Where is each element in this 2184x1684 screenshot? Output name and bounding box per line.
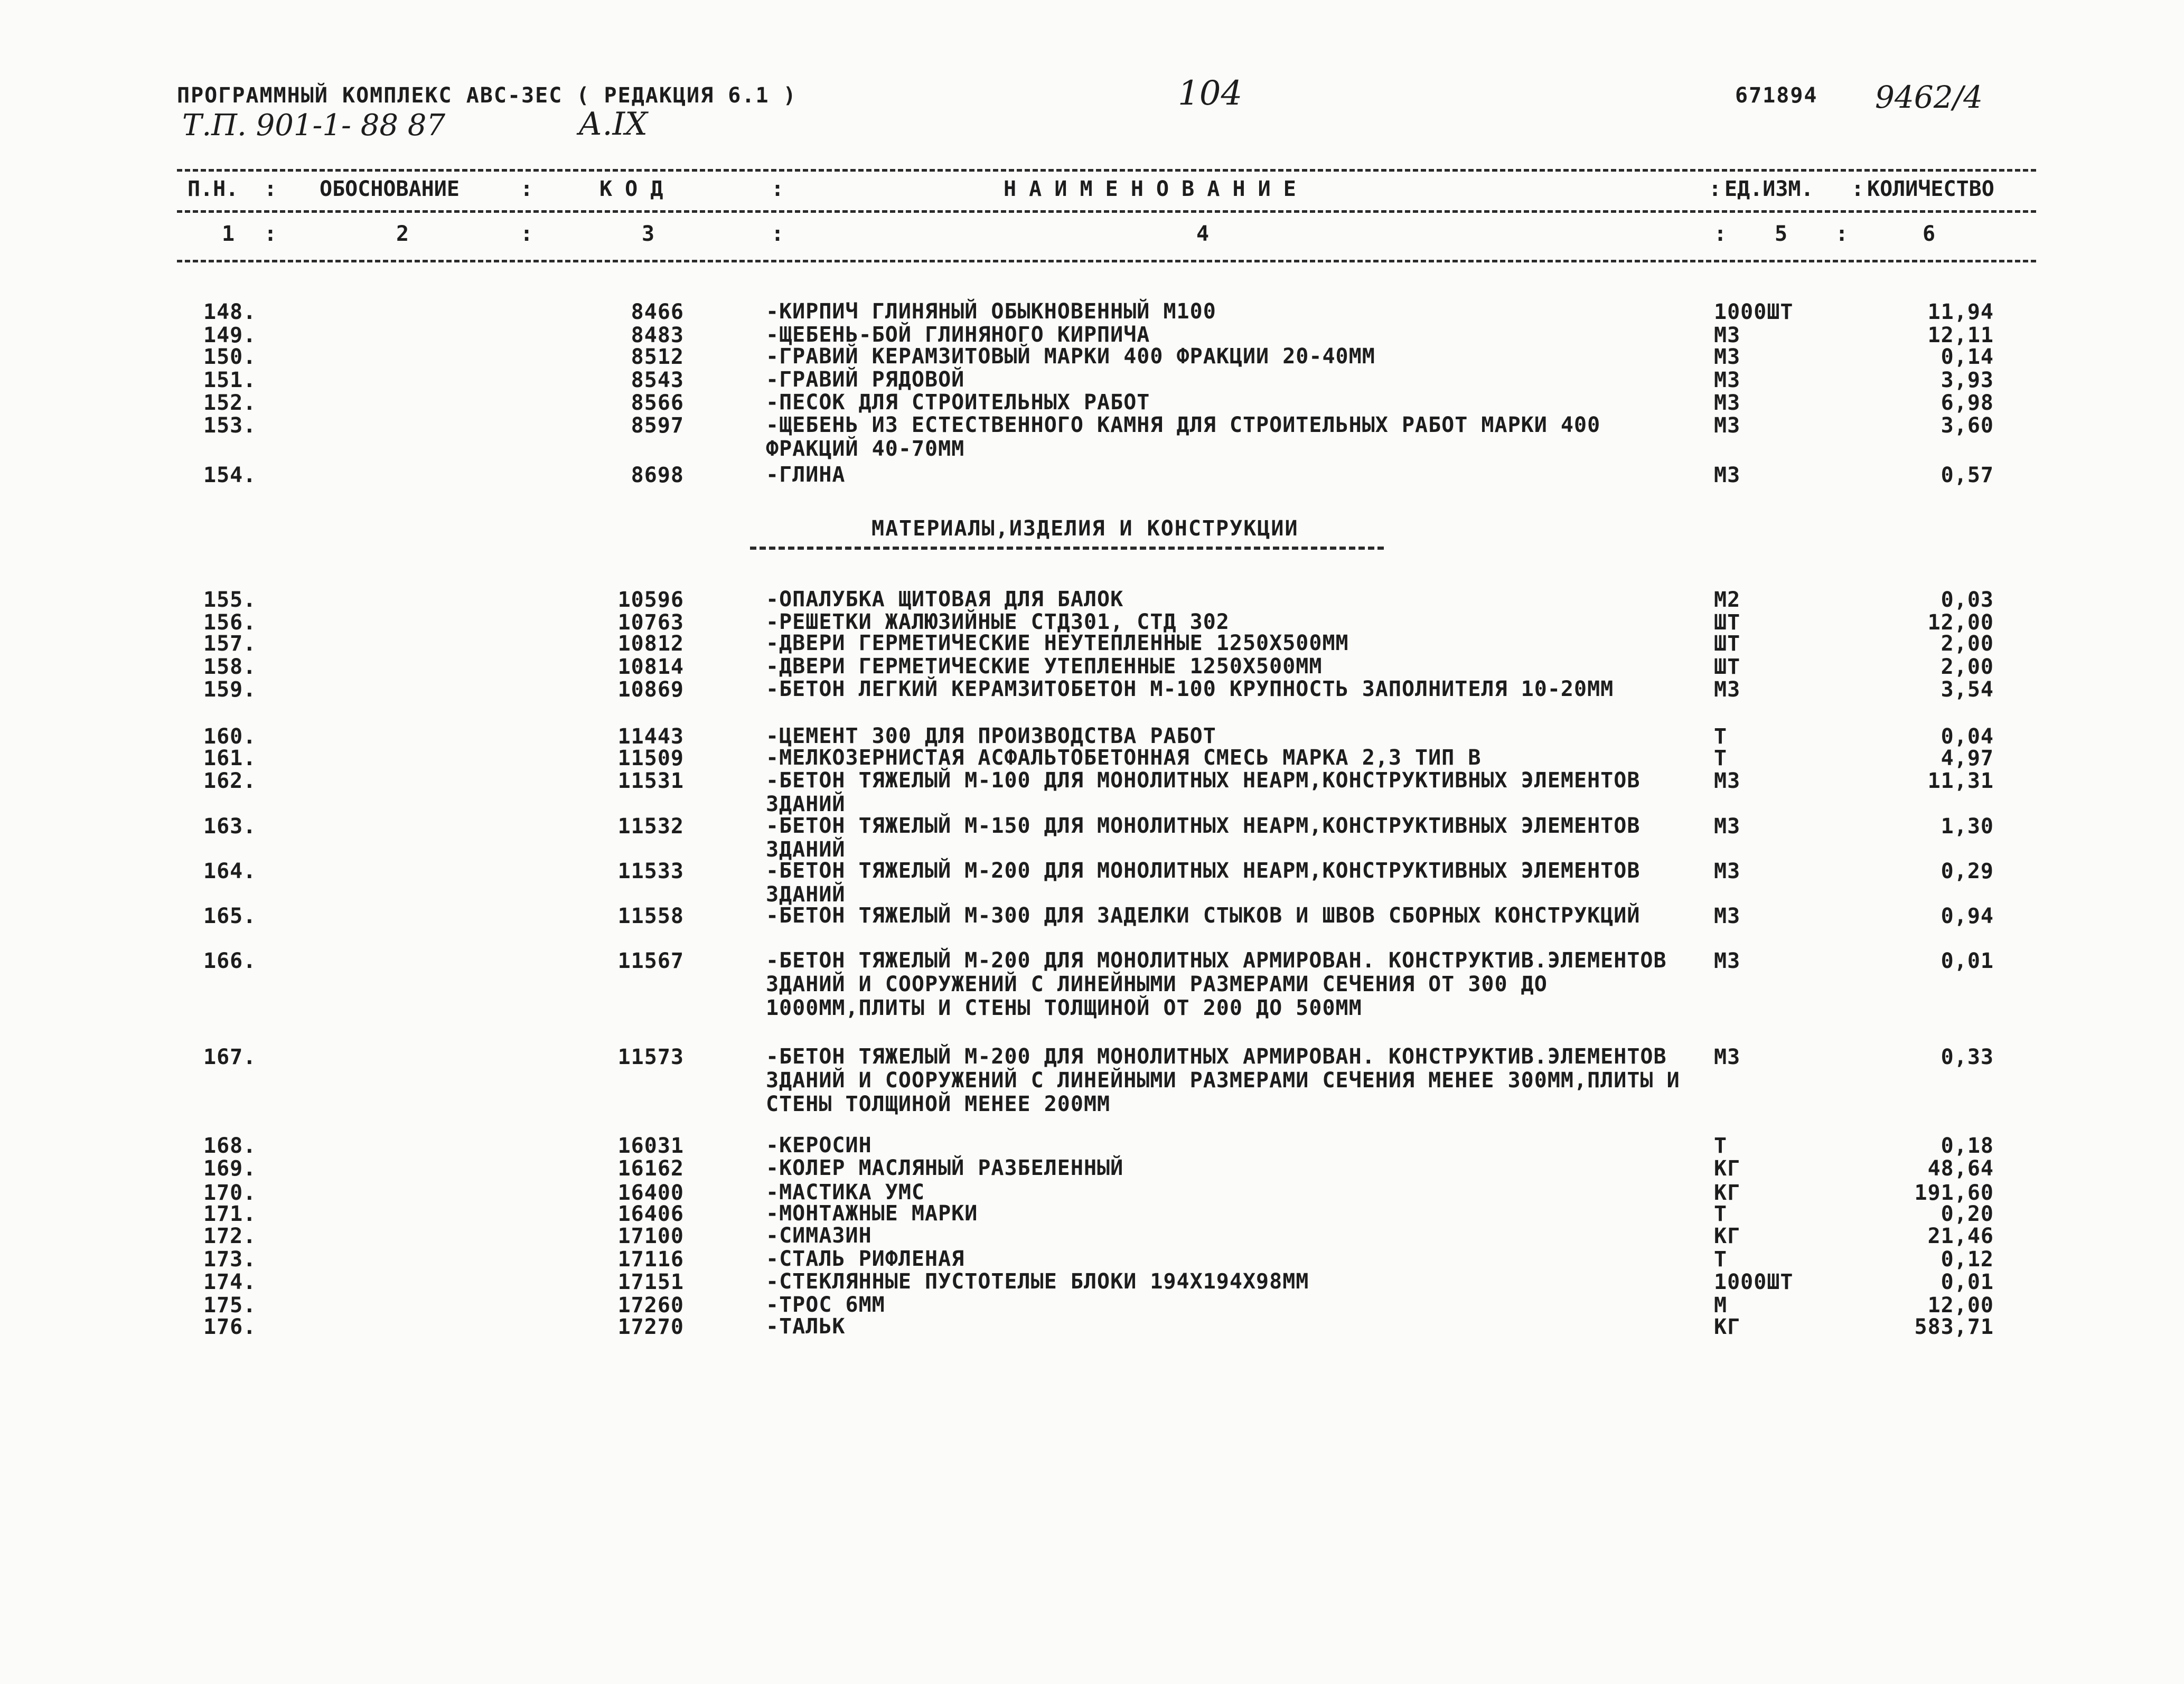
row-quantity: 11,31	[1927, 769, 1994, 793]
row-number: 149.	[203, 323, 257, 347]
row-number: 163.	[203, 814, 257, 839]
row-code: 10763	[617, 610, 684, 635]
row-name: -ЦЕМЕНТ 300 ДЛЯ ПРОИЗВОДСТВА РАБОТ	[766, 724, 1216, 748]
colnum-separator: :	[1835, 222, 1849, 246]
row-code: 8483	[631, 323, 684, 347]
row-unit: ШТ	[1714, 655, 1741, 679]
row-number: 156.	[203, 610, 257, 635]
row-number: 159.	[203, 678, 257, 702]
row-quantity: 0,01	[1941, 949, 1994, 973]
colhead-separator: :	[771, 177, 784, 201]
row-quantity: 2,00	[1941, 655, 1994, 679]
colhead-qty: КОЛИЧЕСТВО	[1867, 177, 1994, 201]
row-name: -СИМАЗИН	[766, 1224, 872, 1248]
row-code: 11531	[617, 769, 684, 793]
section-title: МАТЕРИАЛЫ,ИЗДЕЛИЯ И КОНСТРУКЦИИ	[871, 516, 1299, 541]
row-code: 8543	[631, 368, 684, 392]
row-unit: КГ	[1714, 1181, 1741, 1205]
row-code: 16031	[617, 1134, 684, 1158]
row-name: -СТЕКЛЯННЫЕ ПУСТОТЕЛЫЕ БЛОКИ 194Х194Х98ММ	[766, 1269, 1309, 1294]
row-quantity: 12,00	[1927, 610, 1994, 635]
row-number: 176.	[203, 1315, 257, 1339]
row-quantity: 48,64	[1927, 1156, 1994, 1181]
row-unit: М3	[1714, 1045, 1741, 1069]
row-unit: М3	[1714, 769, 1741, 793]
row-number: 167.	[203, 1045, 257, 1069]
row-number: 152.	[203, 391, 257, 415]
row-quantity: 0,03	[1941, 588, 1994, 612]
row-code: 10812	[617, 632, 684, 656]
row-unit: М3	[1714, 949, 1741, 973]
row-code: 17151	[617, 1270, 684, 1294]
row-number: 162.	[203, 769, 257, 793]
row-code: 10596	[617, 588, 684, 612]
row-name: -ТАЛЬК	[766, 1314, 846, 1339]
row-number: 153.	[203, 413, 257, 438]
row-number: 169.	[203, 1156, 257, 1181]
row-quantity: 0,04	[1941, 725, 1994, 749]
row-name: -ПЕСОК ДЛЯ СТРОИТЕЛЬНЫХ РАБОТ	[766, 390, 1150, 415]
row-name: -ГРАВИЙ КЕРАМЗИТОВЫЙ МАРКИ 400 ФРАКЦИИ 20-40ММ	[766, 344, 1375, 369]
row-unit: М3	[1714, 391, 1741, 415]
row-unit: М3	[1714, 859, 1741, 883]
row-number: 158.	[203, 655, 257, 679]
row-code: 8466	[631, 300, 684, 324]
row-name: -БЕТОН ТЯЖЕЛЫЙ М-200 ДЛЯ МОНОЛИТНЫХ АРМИРОВАН. КОНСТРУКТИВ.ЭЛЕМЕНТОВ ЗДАНИЙ И СООРУЖЕНИЙ С ЛИНЕЙНЫМИ РАЗМЕРАМИ СЕЧЕНИЯ ОТ 300 ДО 1000ММ,ПЛИТЫ И СТЕНЫ ТОЛЩИНОЙ ОТ 200 ДО 500ММ	[766, 948, 1667, 1020]
row-unit: Т	[1714, 1134, 1728, 1158]
row-code: 11443	[617, 725, 684, 749]
row-name: -КОЛЕР МАСЛЯНЫЙ РАЗБЕЛЕННЫЙ	[766, 1156, 1124, 1180]
row-quantity: 3,54	[1941, 678, 1994, 702]
row-number: 164.	[203, 859, 257, 883]
row-name: -МОНТАЖНЫЕ МАРКИ	[766, 1201, 978, 1226]
page-number: 104	[1178, 74, 1243, 113]
row-unit: Т	[1714, 1202, 1728, 1226]
row-quantity: 191,60	[1914, 1181, 1994, 1205]
row-number: 150.	[203, 345, 257, 369]
row-number: 165.	[203, 904, 257, 928]
row-quantity: 12,11	[1927, 323, 1994, 347]
row-code: 11533	[617, 859, 684, 883]
row-code: 10814	[617, 655, 684, 679]
colnum-separator: :	[520, 222, 533, 246]
row-quantity: 3,60	[1941, 413, 1994, 438]
row-code: 11509	[617, 746, 684, 770]
table-header-rule	[177, 210, 2036, 213]
colhead-basis: ОБОСНОВАНИЕ	[320, 177, 460, 201]
row-quantity: 0,18	[1941, 1134, 1994, 1158]
row-quantity: 6,98	[1941, 391, 1994, 415]
colhead-pn: П.Н.	[188, 177, 239, 201]
row-code: 17270	[617, 1315, 684, 1339]
row-quantity: 0,14	[1941, 345, 1994, 369]
row-name: -РЕШЕТКИ ЖАЛЮЗИЙНЫЕ СТД301, СТД 302	[766, 610, 1230, 634]
colnum-1: 1	[222, 222, 235, 246]
row-number: 170.	[203, 1181, 257, 1205]
row-quantity: 1,30	[1941, 814, 1994, 839]
row-code: 16162	[617, 1156, 684, 1181]
row-number: 151.	[203, 368, 257, 392]
row-unit: Т	[1714, 1247, 1728, 1272]
row-number: 171.	[203, 1202, 257, 1226]
row-number: 154.	[203, 463, 257, 487]
row-code: 8512	[631, 345, 684, 369]
row-unit: М3	[1714, 345, 1741, 369]
table-top-rule	[177, 169, 2036, 172]
row-code: 11567	[617, 949, 684, 973]
row-unit: ШТ	[1714, 610, 1741, 635]
row-code: 17116	[617, 1247, 684, 1272]
row-code: 11532	[617, 814, 684, 839]
row-quantity: 3,93	[1941, 368, 1994, 392]
row-name: -БЕТОН ТЯЖЕЛЫЙ М-200 ДЛЯ МОНОЛИТНЫХ НЕАРМ,КОНСТРУКТИВНЫХ ЭЛЕМЕНТОВ ЗДАНИЙ	[766, 859, 1641, 907]
row-name: -БЕТОН ТЯЖЕЛЫЙ М-300 ДЛЯ ЗАДЕЛКИ СТЫКОВ И ШВОВ СБОРНЫХ КОНСТРУКЦИЙ	[766, 904, 1641, 928]
row-code: 8698	[631, 463, 684, 487]
row-code: 17100	[617, 1224, 684, 1248]
row-name: -БЕТОН ТЯЖЕЛЫЙ М-200 ДЛЯ МОНОЛИТНЫХ АРМИРОВАН. КОНСТРУКТИВ.ЭЛЕМЕНТОВ ЗДАНИЙ И СООРУЖЕНИЙ С ЛИНЕЙНЫМИ РАЗМЕРАМИ СЕЧЕНИЯ МЕНЕЕ 300ММ,ПЛИТЫ И СТЕНЫ ТОЛЩИНОЙ МЕНЕЕ 200ММ	[766, 1045, 1680, 1116]
row-quantity: 0,01	[1941, 1270, 1994, 1294]
section-underline	[750, 547, 1384, 550]
colnum-4: 4	[1196, 222, 1210, 246]
row-unit: М3	[1714, 413, 1741, 438]
program-title: ПРОГРАММНЫЙ КОМПЛЕКС АВС-3ЕС ( РЕДАКЦИЯ 6.1 )	[177, 83, 797, 108]
row-code: 11558	[617, 904, 684, 928]
row-quantity: 0,94	[1941, 904, 1994, 928]
row-quantity: 21,46	[1927, 1224, 1994, 1248]
row-code: 11573	[617, 1045, 684, 1069]
row-unit: М3	[1714, 463, 1741, 487]
colnum-separator: :	[1714, 222, 1727, 246]
row-unit: М3	[1714, 368, 1741, 392]
document-number: 671894	[1735, 83, 1818, 108]
row-unit: М2	[1714, 588, 1741, 612]
colhead-separator: :	[1709, 177, 1722, 201]
row-unit: М3	[1714, 323, 1741, 347]
colhead-separator: :	[520, 177, 533, 201]
colhead-name: Н А И М Е Н О В А Н И Е	[1004, 177, 1296, 201]
row-number: 161.	[203, 746, 257, 770]
colhead-unit: ЕД.ИЗМ.	[1724, 177, 1814, 201]
row-unit: М	[1714, 1293, 1728, 1318]
row-name: -СТАЛЬ РИФЛЕНАЯ	[766, 1247, 965, 1271]
row-name: -КИРПИЧ ГЛИНЯНЫЙ ОБЫКНОВЕННЫЙ М100	[766, 299, 1216, 324]
row-number: 157.	[203, 632, 257, 656]
colnum-5: 5	[1775, 222, 1788, 246]
row-quantity: 2,00	[1941, 632, 1994, 656]
handwritten-album: А.IX	[578, 106, 648, 143]
colhead-separator: :	[1851, 177, 1864, 201]
row-number: 168.	[203, 1134, 257, 1158]
row-number: 148.	[203, 300, 257, 324]
row-quantity: 0,12	[1941, 1247, 1994, 1272]
row-unit: КГ	[1714, 1224, 1741, 1248]
row-code: 17260	[617, 1293, 684, 1318]
row-code: 16406	[617, 1202, 684, 1226]
row-code: 16400	[617, 1181, 684, 1205]
row-unit: КГ	[1714, 1315, 1741, 1339]
row-quantity: 11,94	[1927, 300, 1994, 324]
row-unit: М3	[1714, 904, 1741, 928]
row-quantity: 0,29	[1941, 859, 1994, 883]
row-quantity: 0,57	[1941, 463, 1994, 487]
row-number: 175.	[203, 1293, 257, 1318]
row-name: -ДВЕРИ ГЕРМЕТИЧЕСКИЕ НЕУТЕПЛЕННЫЕ 1250Х500ММ	[766, 631, 1349, 655]
colnum-3: 3	[642, 222, 655, 246]
row-unit: КГ	[1714, 1156, 1741, 1181]
colhead-separator: :	[264, 177, 277, 201]
row-name: -ГЛИНА	[766, 463, 846, 487]
row-unit: 1000ШТ	[1714, 300, 1794, 324]
colhead-code: К О Д	[599, 177, 663, 201]
row-quantity: 12,00	[1927, 1293, 1994, 1318]
row-name: -ЩЕБЕНЬ-БОЙ ГЛИНЯНОГО КИРПИЧА	[766, 323, 1150, 347]
row-unit: М3	[1714, 678, 1741, 702]
row-quantity: 0,33	[1941, 1045, 1994, 1069]
table-numbers-rule	[177, 260, 2036, 262]
row-name: -БЕТОН ТЯЖЕЛЫЙ М-150 ДЛЯ МОНОЛИТНЫХ НЕАРМ,КОНСТРУКТИВНЫХ ЭЛЕМЕНТОВ ЗДАНИЙ	[766, 814, 1641, 862]
colnum-2: 2	[396, 222, 409, 246]
row-unit: Т	[1714, 725, 1728, 749]
row-quantity: 583,71	[1914, 1315, 1994, 1339]
row-name: -ОПАЛУБКА ЩИТОВАЯ ДЛЯ БАЛОК	[766, 587, 1124, 611]
row-name: -МАСТИКА УМС	[766, 1180, 925, 1205]
row-unit: М3	[1714, 814, 1741, 839]
row-number: 155.	[203, 588, 257, 612]
colnum-separator: :	[264, 222, 277, 246]
row-unit: 1000ШТ	[1714, 1270, 1794, 1294]
row-code: 8597	[631, 413, 684, 438]
row-number: 172.	[203, 1224, 257, 1248]
row-quantity: 4,97	[1941, 746, 1994, 770]
row-unit: Т	[1714, 746, 1728, 770]
row-code: 10869	[617, 678, 684, 702]
row-name: -ГРАВИЙ РЯДОВОЙ	[766, 368, 965, 392]
row-number: 160.	[203, 725, 257, 749]
row-name: -КЕРОСИН	[766, 1133, 872, 1158]
handwritten-project-code: Т.П. 901-1- 88 87	[182, 108, 446, 143]
row-name: -ЩЕБЕНЬ ИЗ ЕСТЕСТВЕННОГО КАМНЯ ДЛЯ СТРОИТЕЛЬНЫХ РАБОТ МАРКИ 400 ФРАКЦИЙ 40-70ММ	[766, 413, 1601, 461]
row-name: -ДВЕРИ ГЕРМЕТИЧЕСКИЕ УТЕПЛЕННЫЕ 1250Х500ММ	[766, 654, 1323, 679]
row-name: -ТРОС 6ММ	[766, 1293, 885, 1317]
row-number: 173.	[203, 1247, 257, 1272]
row-name: -МЕЛКОЗЕРНИСТАЯ АСФАЛЬТОБЕТОННАЯ СМЕСЬ МАРКА 2,3 ТИП В	[766, 746, 1482, 770]
row-number: 174.	[203, 1270, 257, 1294]
row-code: 8566	[631, 391, 684, 415]
row-quantity: 0,20	[1941, 1202, 1994, 1226]
row-name: -БЕТОН ТЯЖЕЛЫЙ М-100 ДЛЯ МОНОЛИТНЫХ НЕАРМ,КОНСТРУКТИВНЫХ ЭЛЕМЕНТОВ ЗДАНИЙ	[766, 768, 1641, 816]
row-name: -БЕТОН ЛЕГКИЙ КЕРАМЗИТОБЕТОН М-100 КРУПНОСТЬ ЗАПОЛНИТЕЛЯ 10-20ММ	[766, 677, 1614, 701]
handwritten-reference: 9462/4	[1875, 79, 1983, 115]
colnum-6: 6	[1923, 222, 1936, 246]
colnum-separator: :	[771, 222, 784, 246]
row-number: 166.	[203, 949, 257, 973]
row-unit: ШТ	[1714, 632, 1741, 656]
